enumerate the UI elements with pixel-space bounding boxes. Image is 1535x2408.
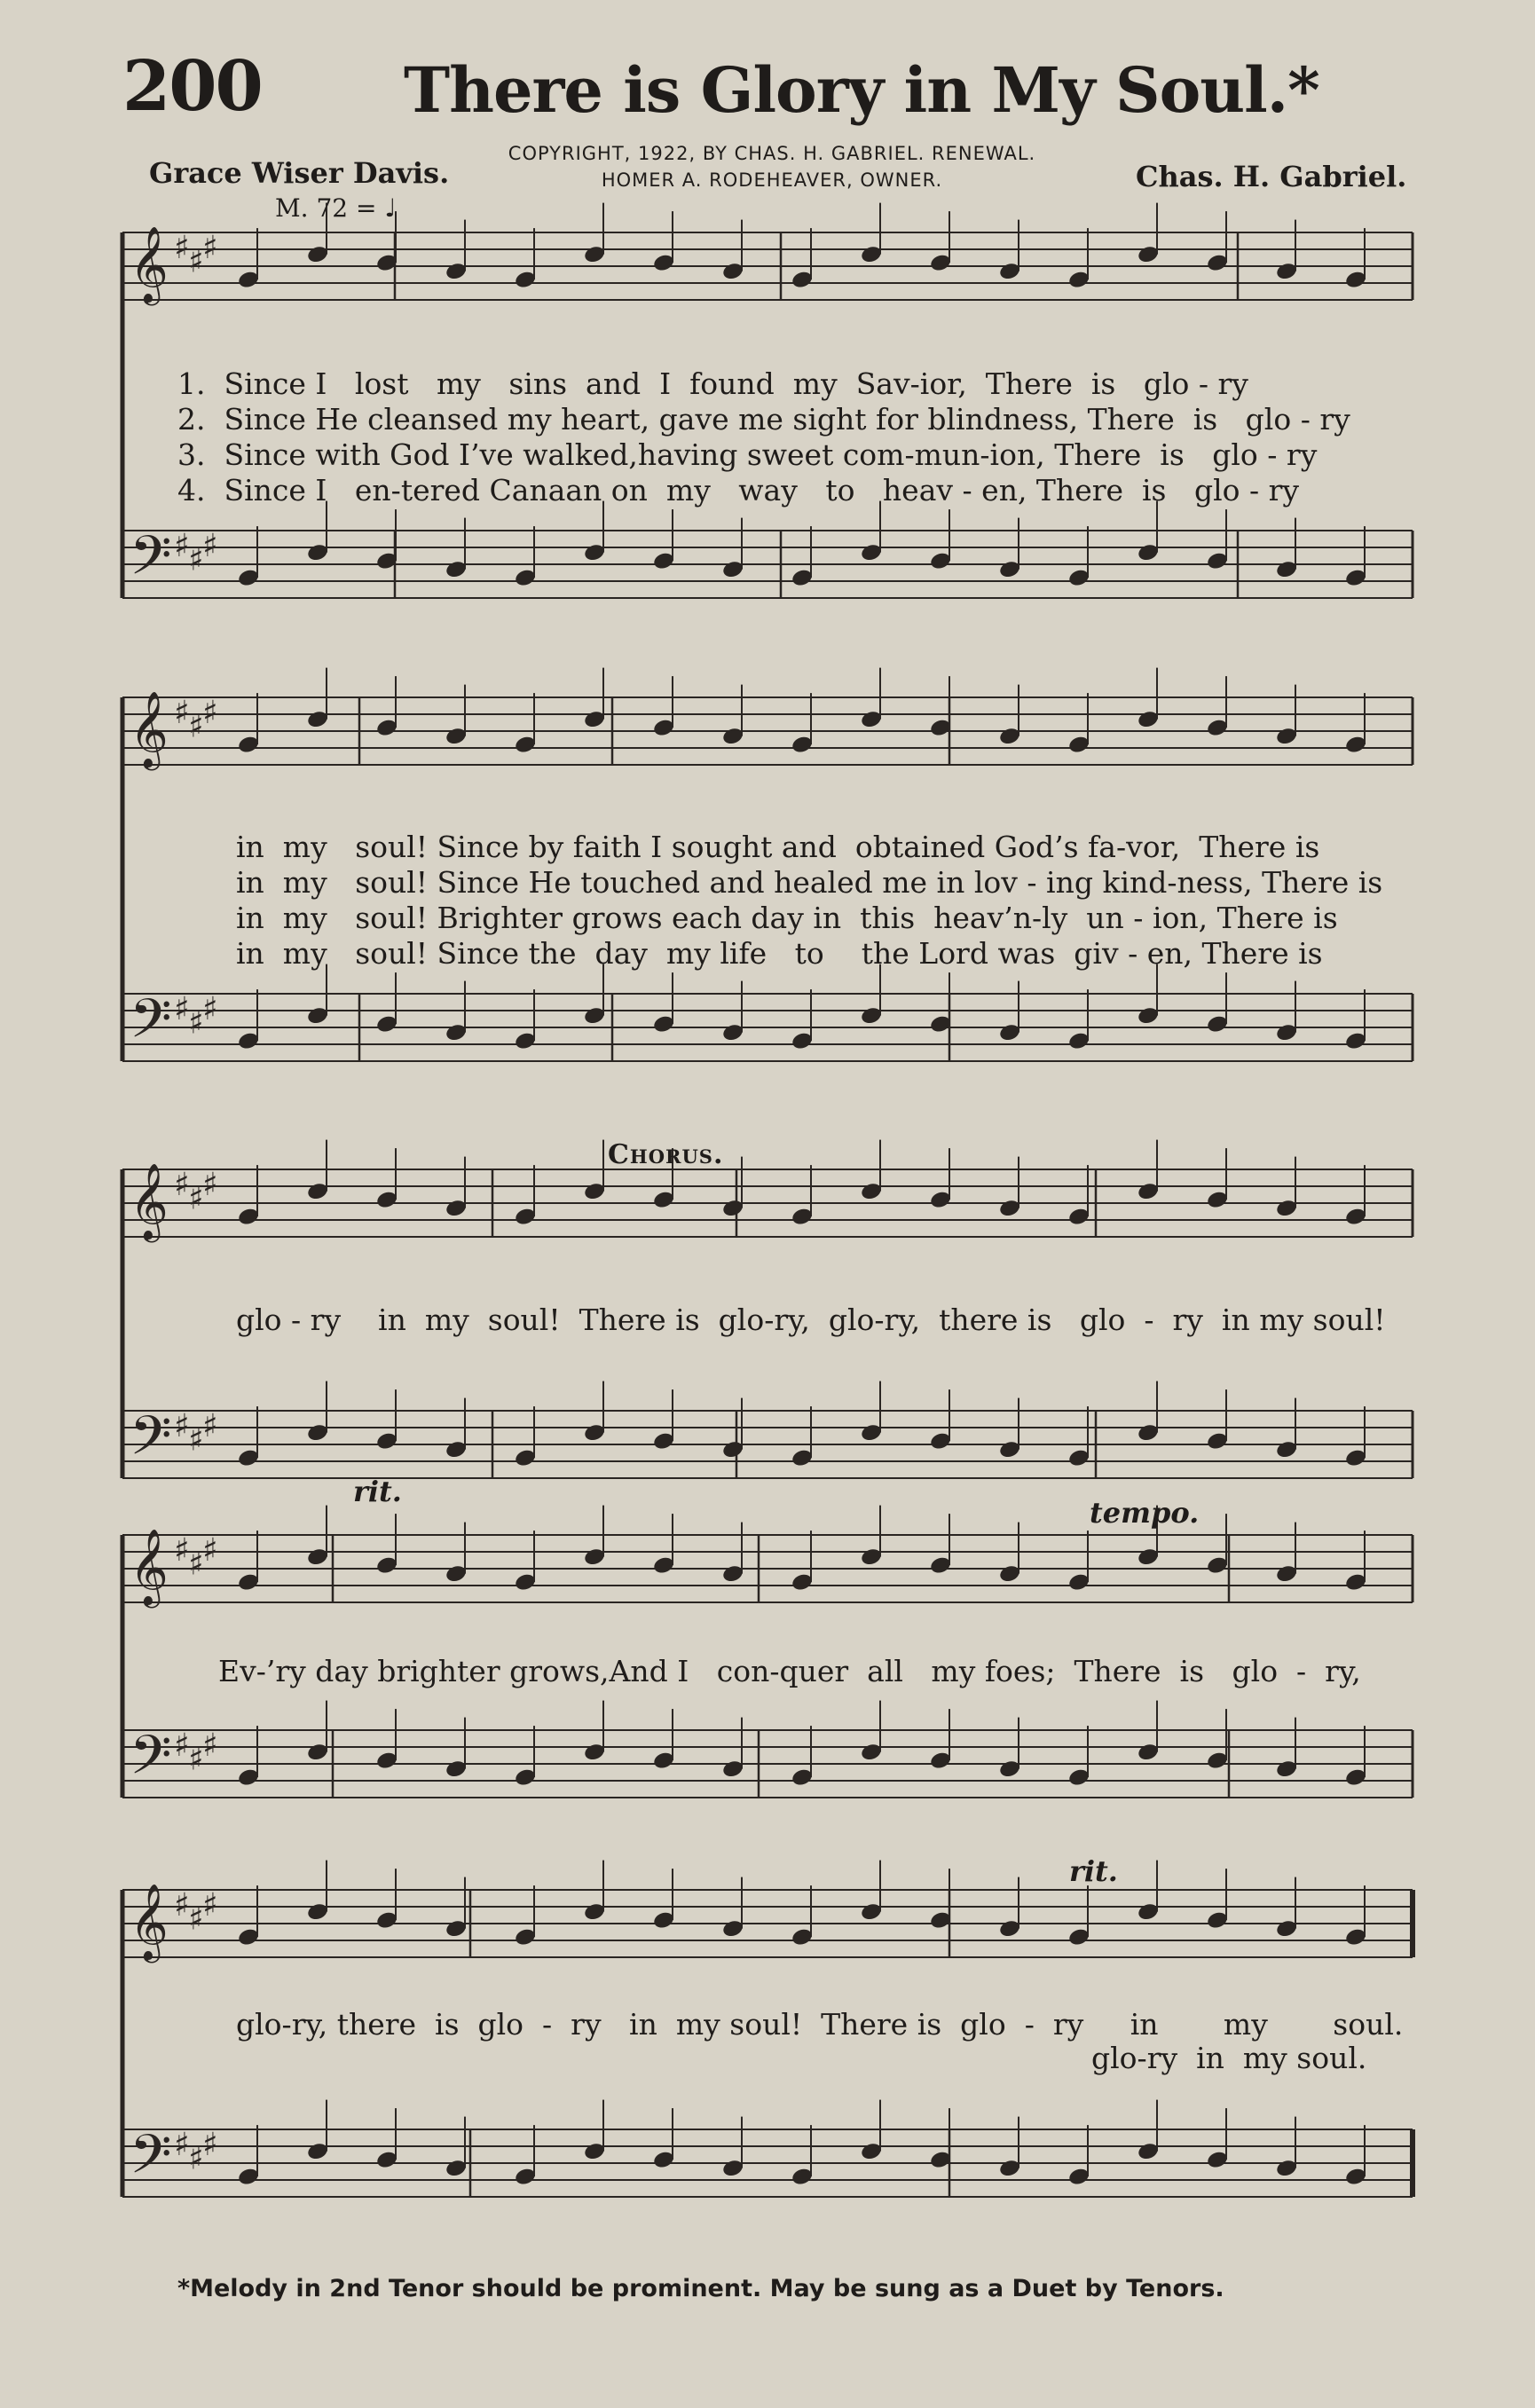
sharp-icon: ♯ (188, 708, 204, 745)
sharp-icon: ♯ (188, 243, 204, 280)
bass-clef-icon: 𝄢 (130, 987, 172, 1064)
sharp-icon: ♯ (174, 991, 190, 1028)
sharp-icon: ♯ (174, 1727, 190, 1765)
sharp-icon: ♯ (202, 1167, 218, 1204)
verse-3-line-2: in my soul! Brighter grows each day in this heav’n-ly un - ion, There is (236, 901, 1338, 935)
verse-2-line-1: 2. Since He cleansed my heart, gave me sight for blindness, There is glo - ry (177, 402, 1350, 437)
treble-clef-icon: 𝄞 (130, 1883, 169, 1960)
a-tempo-mark: tempo. (1090, 1496, 1200, 1530)
sharp-icon: ♯ (188, 1004, 204, 1042)
sharp-icon: ♯ (188, 541, 204, 578)
copyright-line-2: HOMER A. RODEHEAVER, OWNER. (601, 169, 943, 191)
sharp-icon: ♯ (174, 695, 190, 732)
sharp-icon: ♯ (202, 695, 218, 732)
copyright-line-1: COPYRIGHT, 1922, BY CHAS. H. GABRIEL. RENEWAL. (508, 143, 1036, 164)
sharp-icon: ♯ (202, 1408, 218, 1445)
sharp-icon: ♯ (174, 1167, 190, 1204)
chorus-lyric-line-1: glo - ry in my soul! There is glo-ry, glo-ry, there is glo - ry in my soul! (236, 1302, 1386, 1337)
sharp-icon: ♯ (202, 1727, 218, 1765)
verse-2-line-2: in my soul! Since He touched and healed me in lov - ing kind-ness, There is (236, 865, 1383, 900)
sharp-icon: ♯ (202, 1887, 218, 1924)
ritardando-mark: rit. (353, 1475, 402, 1508)
sharp-icon: ♯ (188, 1546, 204, 1583)
sharp-icon: ♯ (188, 1741, 204, 1778)
sharp-icon: ♯ (188, 1180, 204, 1217)
sharp-icon: ♯ (188, 1421, 204, 1459)
sharp-icon: ♯ (188, 1900, 204, 1938)
sharp-icon: ♯ (174, 230, 190, 267)
verse-1-line-1: 1. Since I lost my sins and I found my Sav-ior, There is glo - ry (177, 366, 1248, 401)
treble-clef-icon: 𝄞 (130, 1528, 169, 1605)
chorus-lyric-line-2: Ev-’ry day brighter grows,And I con-quer all my foes; There is glo - ry, (218, 1654, 1361, 1688)
author-credit: Grace Wiser Davis. (149, 156, 450, 190)
verse-3-line-1: 3. Since with God I’ve walked,having sweet com-mun-ion, There is glo - ry (177, 437, 1318, 472)
sharp-icon: ♯ (174, 1408, 190, 1445)
bass-clef-icon: 𝄢 (130, 1723, 172, 1800)
sharp-icon: ♯ (202, 2127, 218, 2164)
sharp-icon: ♯ (202, 991, 218, 1028)
ritardando-mark-2: rit. (1069, 1854, 1118, 1888)
bass-clef-icon: 𝄢 (130, 1404, 172, 1481)
treble-clef-icon: 𝄞 (130, 690, 169, 767)
treble-clef-icon: 𝄞 (130, 225, 169, 303)
hymn-number: 200 (122, 46, 262, 127)
chorus-label: Chorus. (608, 1139, 724, 1170)
sharp-icon: ♯ (202, 230, 218, 267)
treble-clef-icon: 𝄞 (130, 1162, 169, 1239)
sharp-icon: ♯ (188, 2140, 204, 2177)
hymn-title: There is Glory in My Soul.* (404, 53, 1319, 127)
verse-1-line-2: in my soul! Since by faith I sought and obtained God’s fa-vor, There is (236, 830, 1320, 864)
sharp-icon: ♯ (174, 528, 190, 565)
chorus-lyric-line-3-alto: glo-ry in my soul. (1091, 2041, 1367, 2075)
sharp-icon: ♯ (174, 2127, 190, 2164)
verse-4-line-1: 4. Since I en-tered Canaan on my way to heav - en, There is glo - ry (177, 473, 1300, 508)
bass-clef-icon: 𝄢 (130, 523, 172, 601)
chorus-lyric-line-3: glo-ry, there is glo - ry in my soul! There is glo - ry in my soul. (236, 2007, 1404, 2042)
metronome-mark: M. 72 = ♩ (275, 193, 397, 223)
verse-4-line-2: in my soul! Since the day my life to the Lord was giv - en, There is (236, 936, 1323, 971)
footnote: *Melody in 2nd Tenor should be prominent. May be sung as a Duet by Tenors. (177, 2275, 1224, 2302)
sharp-icon: ♯ (202, 528, 218, 565)
sharp-icon: ♯ (202, 1532, 218, 1570)
sharp-icon: ♯ (174, 1532, 190, 1570)
bass-clef-icon: 𝄢 (130, 2122, 172, 2199)
sharp-icon: ♯ (174, 1887, 190, 1924)
composer-credit: Chas. H. Gabriel. (1136, 160, 1407, 193)
